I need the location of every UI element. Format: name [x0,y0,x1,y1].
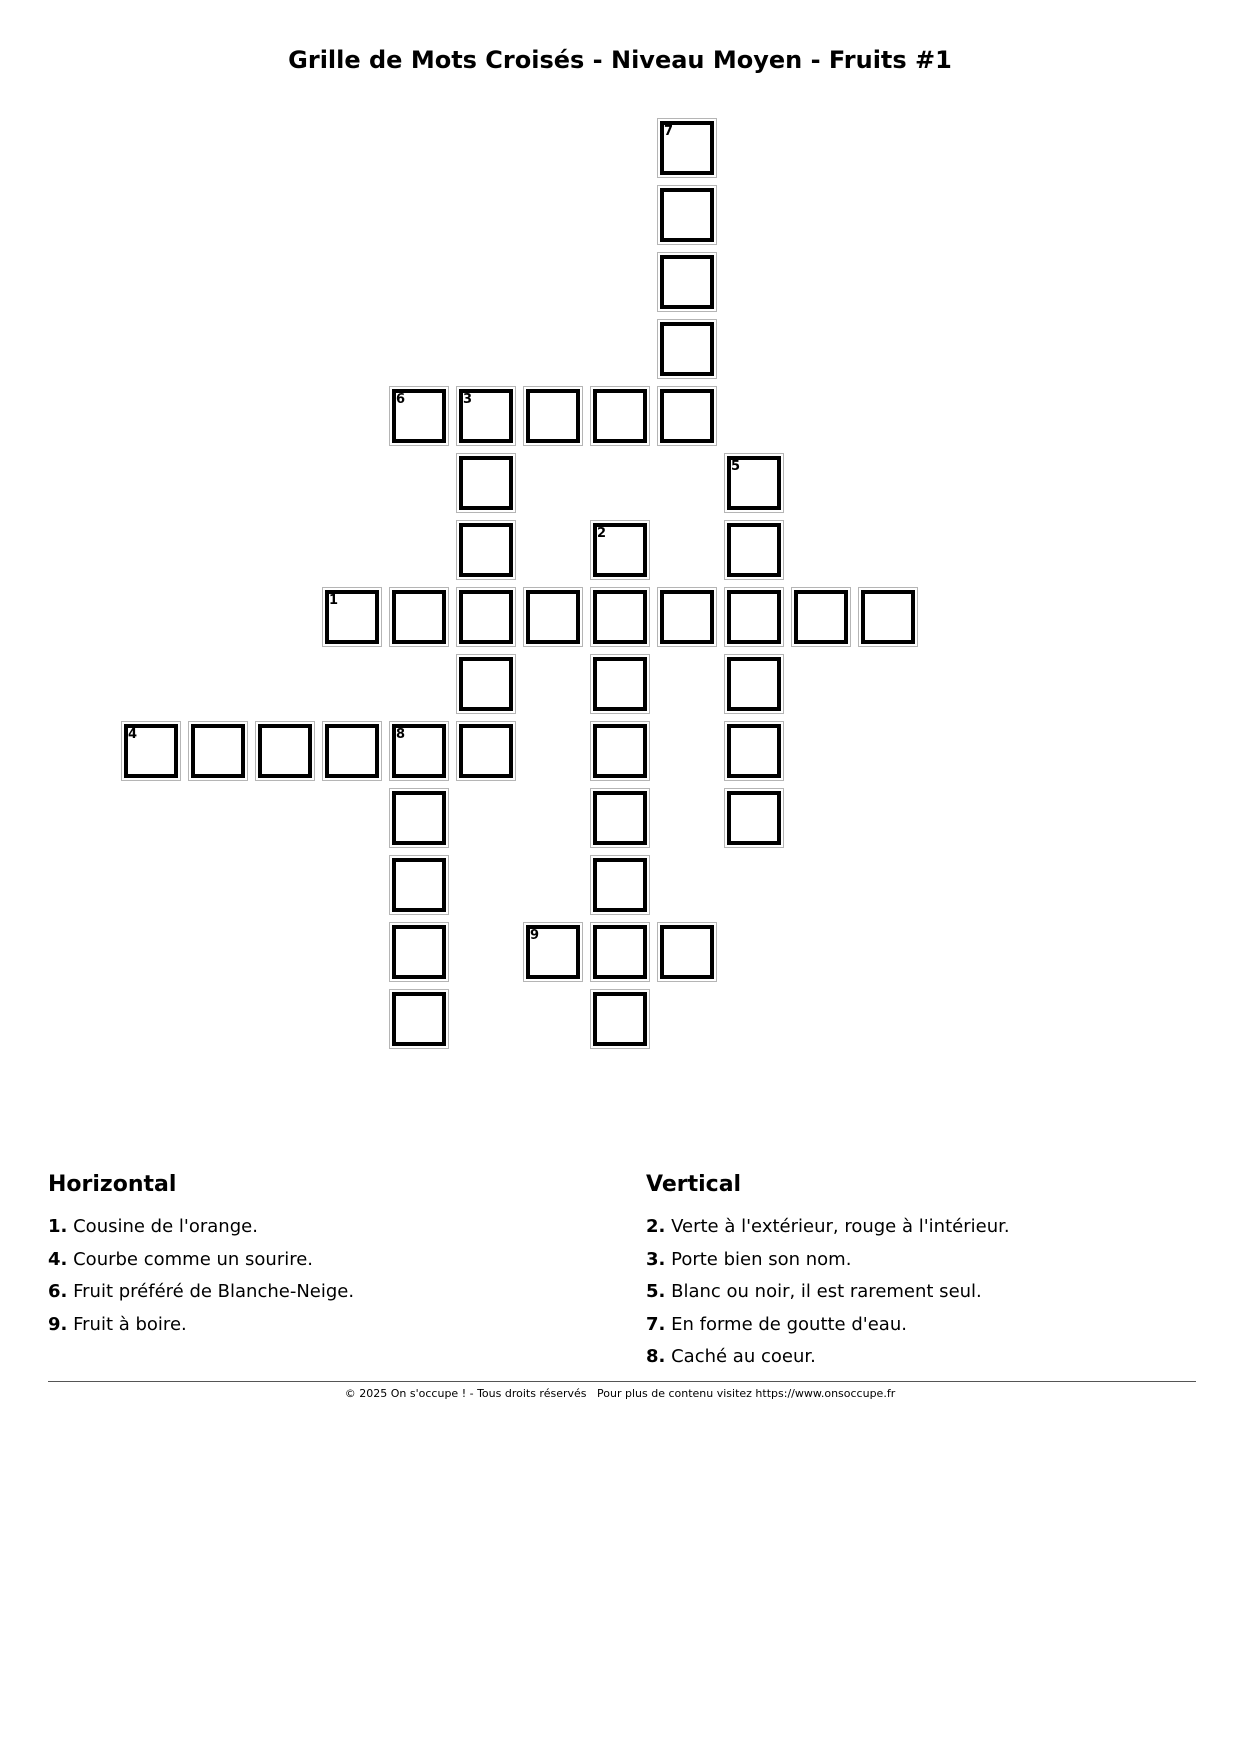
grid-cell[interactable] [322,721,382,781]
grid-cell[interactable] [523,386,583,446]
vertical-clue [646,1216,1166,1238]
grid-cell[interactable] [724,520,784,580]
cell-box[interactable] [593,389,647,443]
clue-number: 6. [48,1281,68,1302]
grid-cell[interactable] [456,721,516,781]
numbered-cell-8[interactable] [389,721,449,781]
cell-box[interactable] [593,858,647,912]
cell-number: 6 [396,392,406,407]
clue-number: 7. [646,1313,666,1335]
horizontal-clue [48,1281,568,1303]
clue-number: 9. [48,1313,68,1335]
cell-box[interactable] [593,590,647,644]
grid-cell[interactable] [389,788,449,848]
clue-number: 2. [646,1216,666,1237]
grid-cell[interactable] [389,855,449,915]
grid-cell[interactable] [255,721,315,781]
grid-cell[interactable] [657,319,717,379]
grid-cell[interactable] [590,386,650,446]
cell-box[interactable] [459,724,513,778]
grid-cell[interactable] [590,587,650,647]
cell-box[interactable] [660,389,714,443]
clue-text: Blanc ou noir, il est rarement seul. [671,1281,982,1302]
numbered-cell-9[interactable] [523,922,583,982]
cell-box[interactable] [593,657,647,711]
clue-number: 4. [48,1248,68,1270]
cell-box[interactable] [459,590,513,644]
cell-box[interactable] [727,523,781,577]
cell-box[interactable] [660,188,714,242]
grid-cell[interactable] [188,721,248,781]
grid-cell[interactable] [456,520,516,580]
numbered-cell-3[interactable] [456,386,516,446]
cell-box[interactable] [392,791,446,845]
grid-cell[interactable] [590,721,650,781]
cell-box[interactable] [392,858,446,912]
cell-box[interactable] [593,791,647,845]
vertical-clue [646,1346,1166,1368]
vertical-clues [646,1172,1166,1379]
numbered-cell-6[interactable] [389,386,449,446]
horizontal-clue [48,1314,568,1336]
grid-cell[interactable] [657,386,717,446]
numbered-cell-4[interactable] [121,721,181,781]
horizontal-clues [48,1172,568,1346]
grid-cell[interactable] [858,587,918,647]
cell-number: 5 [731,459,741,474]
cell-box[interactable] [727,724,781,778]
cell-box[interactable] [325,724,379,778]
cell-box[interactable] [392,925,446,979]
grid-cell[interactable] [791,587,851,647]
numbered-cell-5[interactable] [724,453,784,513]
cell-number: 4 [128,727,138,742]
grid-cell[interactable] [456,453,516,513]
vertical-clue-list [646,1216,1166,1368]
grid-cell[interactable] [456,654,516,714]
clue-text: Fruit à boire. [73,1313,187,1335]
horizontal-clue [48,1216,568,1238]
grid-cell[interactable] [724,788,784,848]
grid-cell[interactable] [389,922,449,982]
grid-cell[interactable] [724,654,784,714]
grid-cell[interactable] [590,788,650,848]
horizontal-heading: Horizontal [48,1172,177,1197]
grid-cell[interactable] [456,587,516,647]
grid-cell[interactable] [590,855,650,915]
cell-box[interactable] [526,590,580,644]
grid-cell[interactable] [389,989,449,1049]
cell-number: 2 [597,526,607,541]
numbered-cell-2[interactable] [590,520,650,580]
clue-number: 8. [646,1346,666,1367]
clue-text: Courbe comme un sourire. [73,1248,314,1270]
grid-cell[interactable] [389,587,449,647]
cell-box[interactable] [861,590,915,644]
clue-text: En forme de goutte d'eau. [671,1313,907,1335]
grid-cell[interactable] [523,587,583,647]
cell-box[interactable] [727,791,781,845]
cell-box[interactable] [258,724,312,778]
vertical-clue [646,1314,1166,1336]
cell-number: 8 [396,727,406,742]
clue-text: Porte bien son nom. [671,1248,852,1270]
cell-box[interactable] [593,992,647,1046]
horizontal-clue [48,1249,568,1271]
grid-cell[interactable] [590,654,650,714]
clue-number: 1. [48,1216,68,1237]
numbered-cell-7[interactable] [657,118,717,178]
clue-number: 5. [646,1281,666,1302]
cell-box[interactable] [660,322,714,376]
vertical-clue [646,1249,1166,1271]
clue-text: Fruit préféré de Blanche-Neige. [73,1281,355,1302]
grid-cell[interactable] [657,252,717,312]
vertical-heading: Vertical [646,1172,742,1197]
cell-box[interactable] [459,456,513,510]
grid-cell[interactable] [657,185,717,245]
footer-copyright: © 2025 On s'occupe ! - Tous droits réservés [344,1387,587,1400]
cell-number: 3 [463,392,473,407]
grid-cell[interactable] [657,922,717,982]
cell-box[interactable] [392,992,446,1046]
cell-number: 7 [664,124,674,139]
cell-box[interactable] [727,657,781,711]
grid-cell[interactable] [657,587,717,647]
grid-cell[interactable] [590,989,650,1049]
page-title: Grille de Mots Croisés - Niveau Moyen - Fruits #1 [288,46,952,74]
clue-text: Caché au coeur. [671,1346,816,1367]
cell-box[interactable] [526,389,580,443]
footer-link-text: Pour plus de contenu visitez https://www.onsoccupe.fr [597,1387,896,1400]
footer [0,1387,1240,1400]
cell-box[interactable] [727,590,781,644]
cell-number: 9 [530,928,540,943]
clue-text: Cousine de l'orange. [73,1216,258,1237]
cell-box[interactable] [593,925,647,979]
cell-box[interactable] [191,724,245,778]
grid-cell[interactable] [590,922,650,982]
grid-cell[interactable] [724,721,784,781]
cell-box[interactable] [660,590,714,644]
cell-number: 1 [329,593,339,608]
cell-box[interactable] [794,590,848,644]
cell-box[interactable] [459,657,513,711]
vertical-clue [646,1281,1166,1303]
numbered-cell-1[interactable] [322,587,382,647]
grid-cell[interactable] [724,587,784,647]
footer-divider [48,1381,1196,1382]
clue-text: Verte à l'extérieur, rouge à l'intérieur. [671,1216,1010,1237]
cell-box[interactable] [459,523,513,577]
cell-box[interactable] [593,724,647,778]
cell-box[interactable] [392,590,446,644]
cell-box[interactable] [660,925,714,979]
horizontal-clue-list [48,1216,568,1336]
cell-box[interactable] [660,255,714,309]
clue-number: 3. [646,1248,666,1270]
